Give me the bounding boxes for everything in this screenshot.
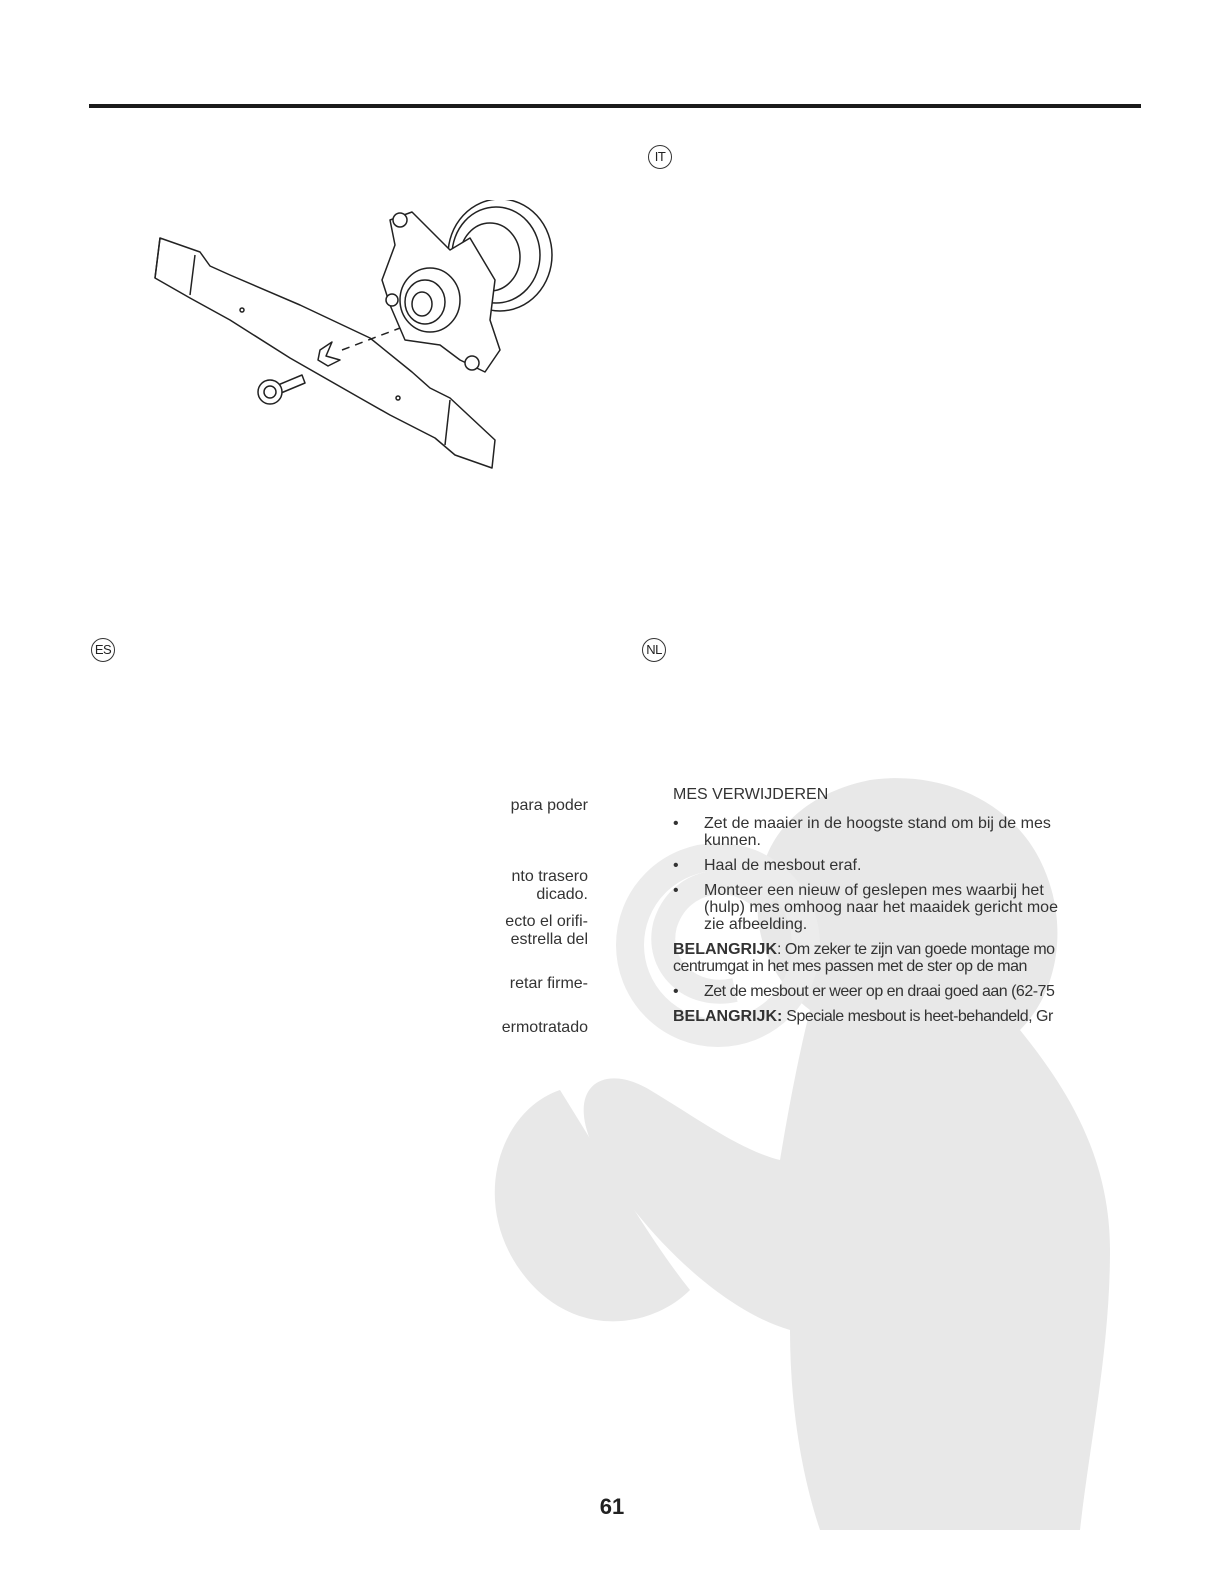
important-text: centrumgat in het mes passen met de ster op de man	[673, 958, 1027, 975]
nl-bullet-text: zie afbeelding.	[704, 916, 808, 933]
page-number: 61	[599, 1494, 625, 1519]
blade-bolt	[258, 375, 305, 404]
lang-badge-es: ES	[91, 638, 115, 662]
nl-heading: MES VERWIJDEREN	[673, 786, 829, 803]
nl-bullet-text: (hulp) mes omhoog naar het maaidek gericht moe	[704, 899, 1058, 916]
important-text: : Om zeker te zijn van goede montage mo	[777, 941, 1055, 958]
nl-bullet-text: Haal de mesbout eraf.	[704, 857, 862, 874]
important-text: Speciale mesbout is heet-behandeld, Gr	[782, 1008, 1053, 1025]
es-text-line: nto trasero	[511, 868, 588, 885]
nl-bullet-text: Zet de mesbout er weer op en draai goed aan (62-75	[704, 983, 1055, 1000]
nl-bullet-text: Zet de maaier in de hoogste stand om bij de mes	[704, 815, 1051, 832]
nl-bullet	[673, 815, 1113, 849]
nl-bullet	[673, 857, 1113, 874]
important-label: BELANGRIJK	[673, 941, 778, 958]
es-text-line: dicado.	[536, 886, 588, 903]
bullet-icon: •	[673, 882, 679, 899]
nl-bullet	[673, 983, 1113, 1000]
bullet-icon: •	[673, 857, 679, 874]
es-text-line: retar firme-	[509, 975, 588, 992]
nl-bullet-text: Monteer een nieuw of geslepen mes waarbij het	[704, 882, 1044, 899]
header-divider	[89, 104, 1141, 108]
es-text-line: ecto el orifi-	[505, 913, 588, 930]
es-text-line: estrella del	[510, 931, 588, 948]
es-text-line: ermotratado	[501, 1019, 588, 1036]
nl-instructions	[673, 786, 1113, 1033]
lang-badge-nl: NL	[642, 638, 666, 662]
important-label: BELANGRIJK:	[673, 1008, 783, 1025]
blade-assembly-illustration	[150, 200, 570, 490]
nl-bullet	[673, 882, 1113, 933]
bullet-icon: •	[673, 983, 679, 1000]
bullet-icon: •	[673, 815, 679, 832]
es-text-line: para poder	[510, 797, 588, 814]
nl-bullet-text: kunnen.	[704, 832, 761, 849]
nl-important-note	[673, 1008, 1113, 1025]
nl-important-note	[673, 941, 1113, 975]
lang-badge-it: IT	[648, 145, 672, 169]
